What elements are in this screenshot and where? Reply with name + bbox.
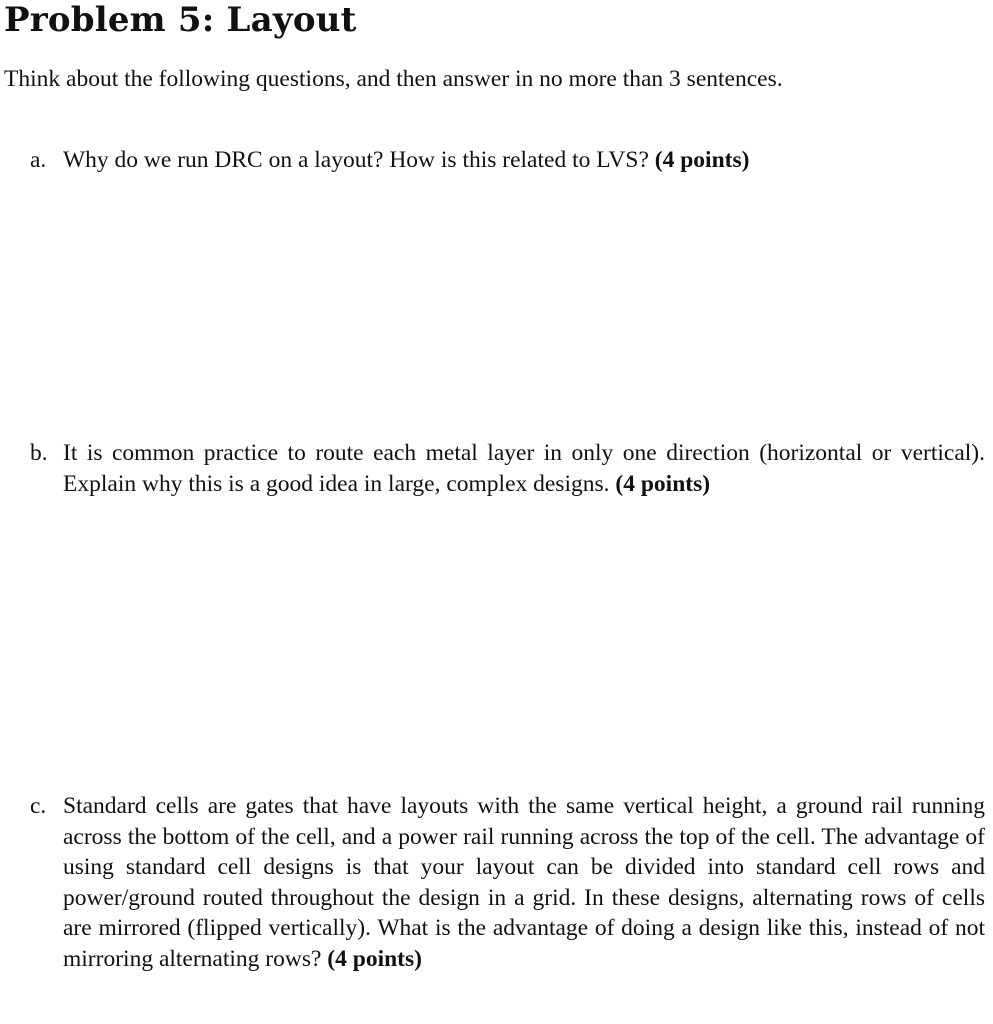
question-a <box>30 145 985 176</box>
question-b <box>30 438 985 499</box>
question-a-letter: a. <box>30 147 47 173</box>
page-title: Problem 5: Layout <box>4 0 357 40</box>
question-b-text: It is common practice to route each metal layer in only one direction (horizontal or vertical). Explain why this is a good idea in large, complex designs. <box>63 440 985 497</box>
question-b-points: (4 points) <box>615 470 711 497</box>
question-c-points: (4 points) <box>327 945 422 972</box>
instructions-text: Think about the following questions, and then answer in no more than 3 sentences. <box>4 66 783 92</box>
question-c <box>30 791 985 974</box>
question-a-text: Why do we run DRC on a layout? How is this related to LVS? <box>63 147 649 173</box>
question-c-letter: c. <box>30 793 47 819</box>
question-a-points: (4 points) <box>654 147 750 173</box>
question-c-text: Standard cells are gates that have layouts with the same vertical height, a ground rail running across the bottom of the cell, and a power rail running across the top of the cell. The advantage of using standard cell designs is that your layout can be divided into standard cell rows and power/ground routed throughout the design in a grid. In these designs, alternating rows of cells are mirrored (flipped vertically). What is the advantage of doing a design like this, instead of not mirroring alternating rows? <box>63 793 985 972</box>
question-b-letter: b. <box>30 440 48 466</box>
